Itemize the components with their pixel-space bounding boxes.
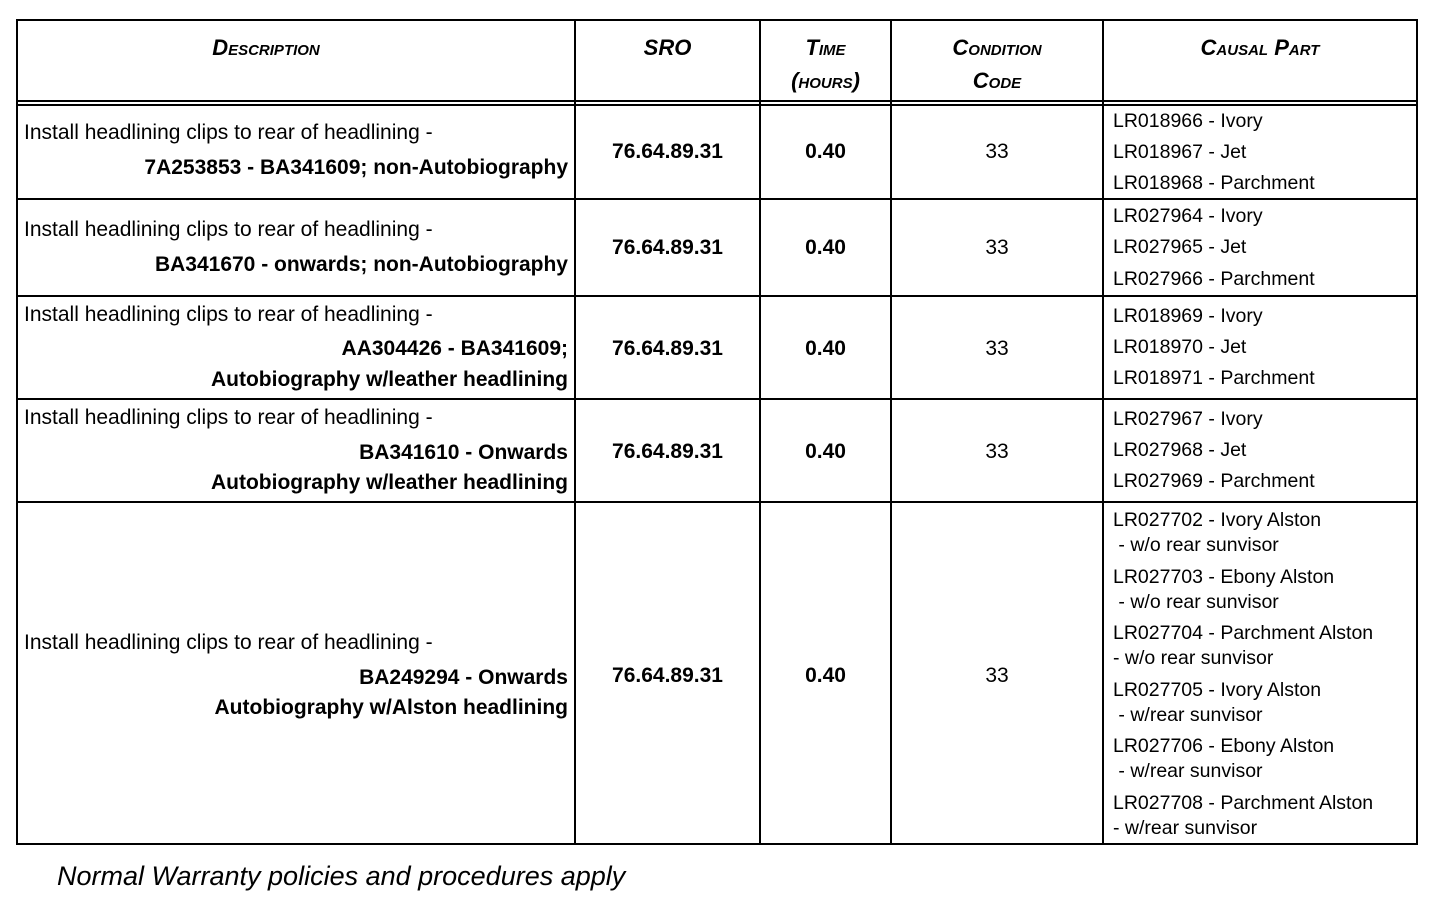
part-number: LR027705 - Ivory Alston	[1113, 679, 1322, 701]
sro-value: 76.64.89.31	[612, 236, 723, 259]
time-value: 0.40	[805, 140, 846, 163]
part-number: LR027965 - Jet	[1113, 236, 1247, 258]
condition-cell	[892, 106, 1102, 198]
condition-value: 33	[985, 440, 1009, 463]
condition-cell	[892, 400, 1102, 501]
sro-cell	[576, 297, 759, 398]
time-cell	[761, 503, 890, 843]
description-cell	[18, 200, 574, 295]
part-number: LR027702 - Ivory Alston	[1113, 509, 1322, 531]
description-variant: Autobiography w/leather headlining	[210, 368, 568, 391]
description-cell	[18, 503, 574, 843]
header-time-unit: (hours)	[791, 68, 860, 93]
part-number: LR018967 - Jet	[1113, 141, 1247, 163]
part-number: LR027964 - Ivory	[1113, 205, 1263, 227]
header-condition-label: Condition	[952, 35, 1042, 60]
description-text: Install headlining clips to rear of headlining -	[24, 631, 433, 654]
causal-part-cell	[1104, 400, 1416, 501]
sro-cell	[576, 106, 759, 198]
part-note: - w/o rear sunvisor	[1113, 534, 1279, 556]
table-row	[18, 106, 1416, 198]
time-cell	[761, 200, 890, 295]
description-variant: Autobiography w/leather headlining	[210, 471, 568, 494]
header-time	[761, 21, 890, 103]
header-description-label: Description	[212, 35, 320, 60]
description-range: BA249294 - Onwards	[359, 666, 568, 689]
time-value: 0.40	[805, 664, 846, 687]
description-range: 7A253853 - BA341609; non-Autobiography	[144, 156, 568, 179]
condition-cell	[892, 503, 1102, 843]
description-text: Install headlining clips to rear of headlining -	[24, 406, 433, 429]
part-number: LR027703 - Ebony Alston	[1113, 566, 1335, 588]
header-time-label: Time	[805, 35, 846, 60]
time-value: 0.40	[805, 337, 846, 360]
header-causal-part	[1104, 21, 1416, 103]
condition-value: 33	[985, 337, 1009, 360]
part-number: LR027969 - Parchment	[1113, 470, 1315, 492]
causal-part-cell	[1104, 297, 1416, 398]
part-number: LR027704 - Parchment Alston	[1113, 622, 1374, 644]
header-description	[18, 21, 574, 103]
time-cell	[761, 297, 890, 398]
part-note: - w/rear sunvisor	[1113, 704, 1263, 726]
header-sro-label: SRO	[643, 35, 692, 60]
sro-cell	[576, 200, 759, 295]
header-rule	[18, 100, 1416, 102]
condition-value: 33	[985, 236, 1009, 259]
warranty-note: Normal Warranty policies and procedures apply	[57, 861, 626, 891]
header-condition-code	[892, 21, 1102, 103]
description-range: AA304426 - BA341609;	[341, 337, 568, 360]
description-range: BA341670 - onwards; non-Autobiography	[154, 253, 568, 276]
table-row	[18, 503, 1416, 843]
causal-part-cell	[1104, 200, 1416, 295]
description-cell	[18, 297, 574, 398]
sro-value: 76.64.89.31	[612, 337, 723, 360]
part-number: LR018969 - Ivory	[1113, 305, 1263, 327]
time-value: 0.40	[805, 440, 846, 463]
description-range: BA341610 - Onwards	[359, 441, 568, 464]
causal-part-cell	[1104, 106, 1416, 198]
condition-cell	[892, 200, 1102, 295]
time-cell	[761, 400, 890, 501]
description-variant: Autobiography w/Alston headlining	[214, 696, 568, 719]
header-code-label: Code	[972, 68, 1022, 93]
header-causal-part-label: Causal Part	[1200, 35, 1320, 60]
sro-value: 76.64.89.31	[612, 440, 723, 463]
part-number: LR018968 - Parchment	[1113, 172, 1315, 194]
condition-cell	[892, 297, 1102, 398]
part-note: - w/o rear sunvisor	[1113, 647, 1274, 669]
part-number: LR018966 - Ivory	[1113, 110, 1263, 132]
part-note: - w/rear sunvisor	[1113, 760, 1263, 782]
table-row	[18, 200, 1416, 295]
part-note: - w/o rear sunvisor	[1113, 591, 1279, 613]
description-text: Install headlining clips to rear of headlining -	[24, 121, 433, 144]
part-number: LR018971 - Parchment	[1113, 367, 1315, 389]
description-cell	[18, 400, 574, 501]
description-text: Install headlining clips to rear of headlining -	[24, 303, 433, 326]
causal-part-cell	[1104, 503, 1416, 843]
header-sro	[576, 21, 759, 103]
sro-cell	[576, 503, 759, 843]
part-number: LR027708 - Parchment Alston	[1113, 792, 1374, 814]
part-number: LR018970 - Jet	[1113, 336, 1247, 358]
table-row	[18, 400, 1416, 501]
part-number: LR027966 - Parchment	[1113, 268, 1315, 290]
description-cell	[18, 106, 574, 198]
part-note: - w/rear sunvisor	[1113, 817, 1258, 839]
part-number: LR027967 - Ivory	[1113, 408, 1263, 430]
time-cell	[761, 106, 890, 198]
sro-value: 76.64.89.31	[612, 664, 723, 687]
part-number: LR027706 - Ebony Alston	[1113, 735, 1335, 757]
table-header	[18, 21, 1416, 103]
description-text: Install headlining clips to rear of headlining -	[24, 218, 433, 241]
condition-value: 33	[985, 664, 1009, 687]
table-row	[18, 297, 1416, 398]
sro-value: 76.64.89.31	[612, 140, 723, 163]
time-value: 0.40	[805, 236, 846, 259]
condition-value: 33	[985, 140, 1009, 163]
sro-cell	[576, 400, 759, 501]
part-number: LR027968 - Jet	[1113, 439, 1247, 461]
warranty-table	[16, 19, 1418, 845]
